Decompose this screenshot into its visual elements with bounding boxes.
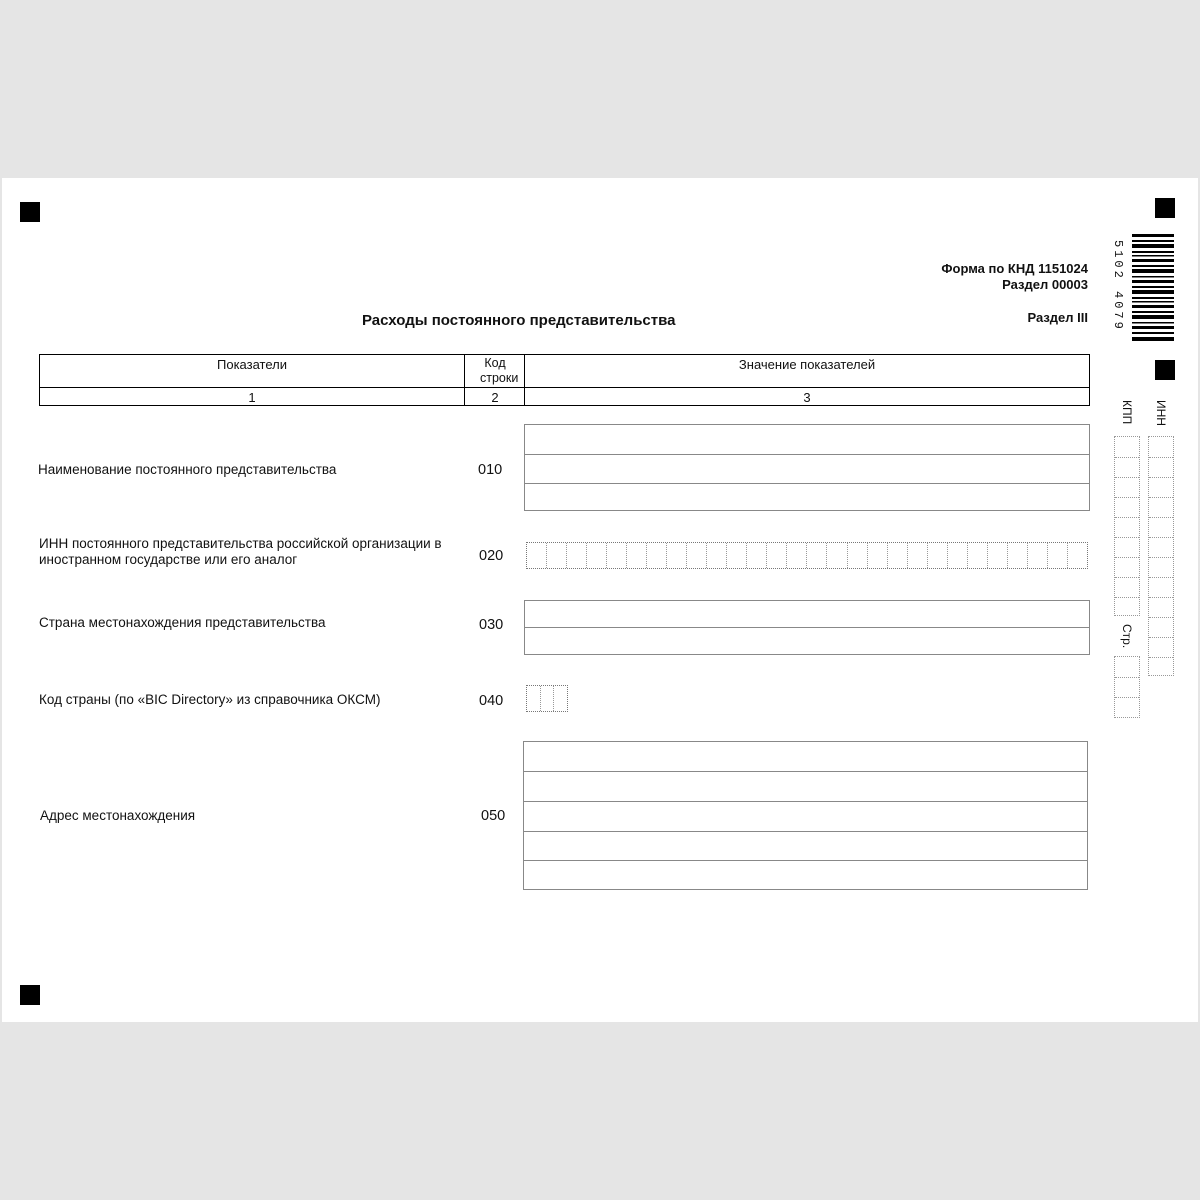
barcode-number: 5102 4079 xyxy=(1111,240,1125,332)
row-code-010: 010 xyxy=(478,462,503,478)
inn-side-field[interactable] xyxy=(1148,436,1174,676)
page-title: Расходы постоянного представительства xyxy=(362,312,676,329)
row-code-020: 020 xyxy=(479,548,504,564)
col-header-line-code: Код строки xyxy=(480,356,519,385)
row-code-040: 040 xyxy=(479,693,504,709)
row-label-020: ИНН постоянного представительства российской организации в иностранном государстве или его аналог xyxy=(39,536,442,567)
col-number-2: 2 xyxy=(491,390,499,405)
row-code-030: 030 xyxy=(479,617,504,633)
form-sheet xyxy=(2,178,1198,1022)
inn-field[interactable] xyxy=(526,542,1088,569)
registration-marker-right-mid xyxy=(1155,360,1175,380)
row-label-050: Адрес местонахождения xyxy=(40,808,196,823)
row-code-050: 050 xyxy=(481,808,506,824)
row-label-040: Код страны (по «BIC Directory» из справочника ОКСМ) xyxy=(39,692,381,707)
country-field[interactable] xyxy=(524,600,1090,655)
registration-marker-top-left xyxy=(20,202,40,222)
section-code: Раздел 00003 xyxy=(1002,277,1088,292)
col-header-values: Значение показателей xyxy=(738,357,876,372)
address-field[interactable] xyxy=(523,741,1088,890)
col-number-1: 1 xyxy=(248,390,256,405)
inn-side-label: ИНН xyxy=(1154,400,1168,426)
kpp-side-label: КПП xyxy=(1120,400,1134,425)
registration-marker-bottom-left xyxy=(20,985,40,1005)
row-label-010: Наименование постоянного представительства xyxy=(38,462,337,477)
section-name: Раздел III xyxy=(1027,310,1088,325)
row-label-030: Страна местонахождения представительства xyxy=(39,615,326,630)
kpp-side-field[interactable] xyxy=(1114,436,1140,616)
page-side-label: Стр. xyxy=(1120,624,1134,649)
table-header xyxy=(39,354,1090,406)
registration-marker-top-right xyxy=(1155,198,1175,218)
page-side-field[interactable] xyxy=(1114,656,1140,718)
col-number-3: 3 xyxy=(803,390,811,405)
country-code-field[interactable] xyxy=(526,685,568,712)
form-code: Форма по КНД 1151024 xyxy=(941,261,1088,276)
barcode xyxy=(1132,234,1174,342)
col-header-indicators: Показатели xyxy=(217,357,287,372)
name-field[interactable] xyxy=(524,424,1090,511)
